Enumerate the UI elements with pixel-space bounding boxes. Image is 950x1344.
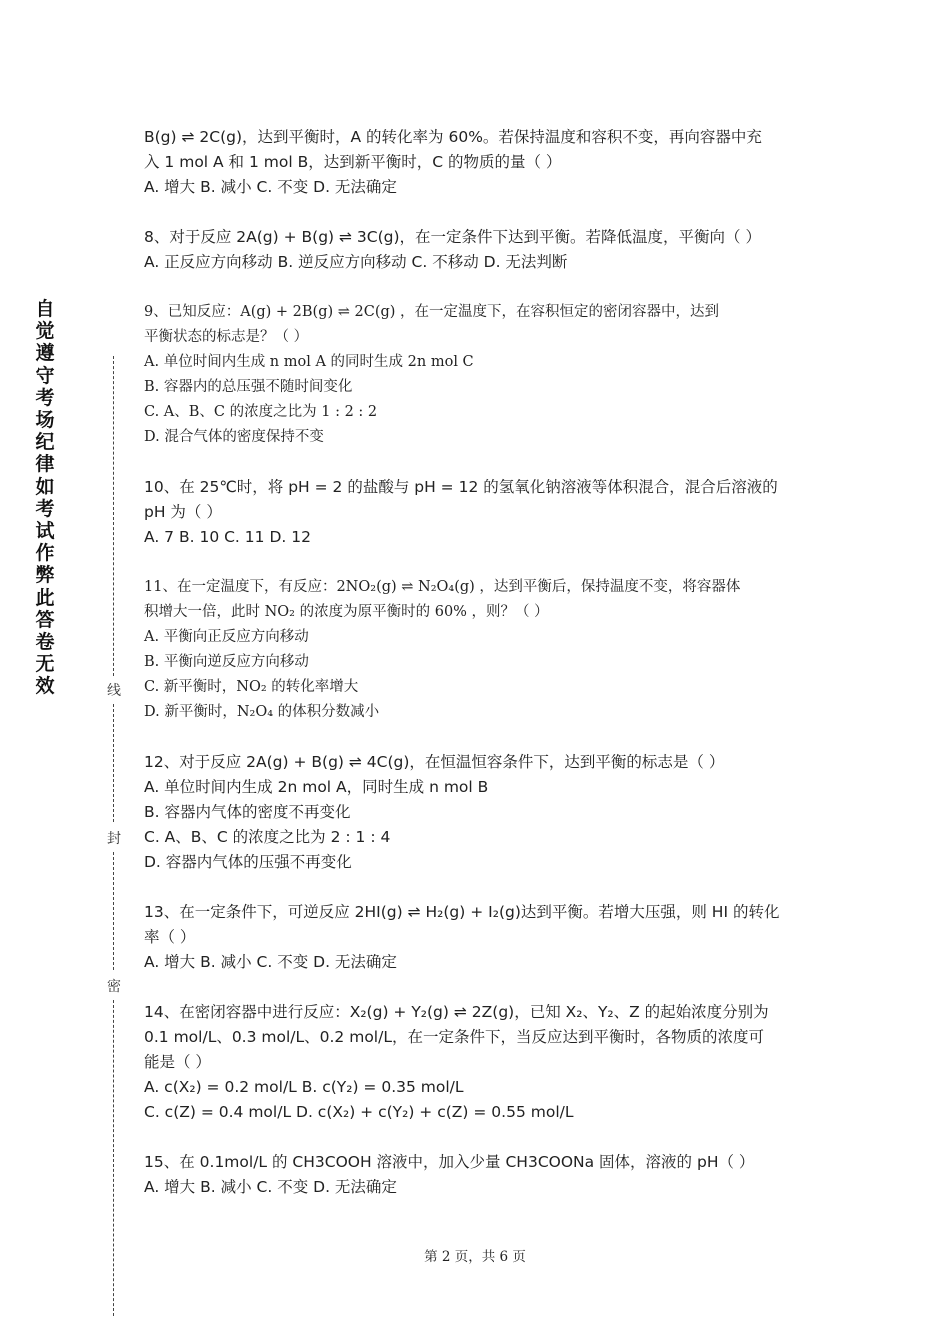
question-options: A. c(X₂) = 0.2 mol/L B. c(Y₂) = 0.35 mol/L xyxy=(144,1078,464,1096)
option-b: B. 容器内气体的密度不再变化 xyxy=(144,803,351,821)
question-stem: 0.1 mol/L、0.3 mol/L、0.2 mol/L，在一定条件下，当反应达到平衡时，各物质的浓度可 xyxy=(144,1028,764,1046)
question-stem: 率（ ） xyxy=(144,928,196,946)
question-10 xyxy=(144,475,812,550)
option-d: D. 新平衡时，N₂O₄ 的体积分数减小 xyxy=(144,704,380,720)
question-stem: 平衡状态的标志是？（ ） xyxy=(144,329,309,345)
seal-dashed-line xyxy=(113,704,114,822)
question-stem: 10、在 25℃时，将 pH = 2 的盐酸与 pH = 12 的氢氧化钠溶液等体积混合，混合后溶液的 xyxy=(144,478,778,496)
question-14 xyxy=(144,1000,812,1125)
option-d: D. 容器内气体的压强不再变化 xyxy=(144,853,352,871)
seal-char-line: 线 xyxy=(106,680,122,700)
question-options: A. 7 B. 10 C. 11 D. 12 xyxy=(144,528,311,546)
question-stem: 8、对于反应 2A(g) + B(g) ⇌ 3C(g)，在一定条件下达到平衡。若降低温度，平衡向（ ） xyxy=(144,228,761,246)
seal-char-secret: 密 xyxy=(106,976,122,996)
question-stem: B(g) ⇌ 2C(g)，达到平衡时，A 的转化率为 60%。若保持温度和容积不变，再向容器中充 xyxy=(144,128,762,146)
question-9 xyxy=(144,300,812,450)
option-d: D. 混合气体的密度保持不变 xyxy=(144,429,324,445)
question-stem: 15、在 0.1mol/L 的 CH3COOH 溶液中，加入少量 CH3COONa 固体，溶液的 pH（ ） xyxy=(144,1153,755,1171)
question-stem: 12、对于反应 2A(g) + B(g) ⇌ 4C(g)，在恒温恒容条件下，达到平衡的标志是（ ） xyxy=(144,753,725,771)
seal-char-seal: 封 xyxy=(106,828,122,848)
question-stem: 14、在密闭容器中进行反应：X₂(g) + Y₂(g) ⇌ 2Z(g)，已知 X₂、Y₂、Z 的起始浓度分别为 xyxy=(144,1003,769,1021)
question-options: A. 增大 B. 减小 C. 不变 D. 无法确定 xyxy=(144,953,397,971)
question-12 xyxy=(144,750,812,875)
question-15 xyxy=(144,1150,812,1200)
seal-dashed-line xyxy=(113,1000,114,1316)
option-b: B. 容器内的总压强不随时间变化 xyxy=(144,379,353,395)
question-stem: pH 为（ ） xyxy=(144,503,222,521)
question-stem: 积增大一倍，此时 NO₂ 的浓度为原平衡时的 60% ，则？（ ） xyxy=(144,604,549,620)
question-options: A. 增大 B. 减小 C. 不变 D. 无法确定 xyxy=(144,178,397,196)
option-a: A. 单位时间内生成 n mol A 的同时生成 2n mol C xyxy=(144,354,474,370)
question-options: A. 增大 B. 减小 C. 不变 D. 无法确定 xyxy=(144,1178,397,1196)
question-stem: 9、已知反应：A(g) + 2B(g) ⇌ 2C(g) ，在一定温度下，在容积恒定的密闭容器中，达到 xyxy=(144,304,720,320)
seal-dashed-line xyxy=(113,356,114,676)
option-a: A. 单位时间内生成 2n mol A，同时生成 n mol B xyxy=(144,778,489,796)
option-c: C. A、B、C 的浓度之比为 1 : 2 : 2 xyxy=(144,404,378,420)
exam-discipline-warning: 自觉遵守考场纪律如考试作弊此答卷无效 xyxy=(35,298,55,698)
question-options: A. 正反应方向移动 B. 逆反应方向移动 C. 不移动 D. 无法判断 xyxy=(144,253,568,271)
question-stem: 能是（ ） xyxy=(144,1053,211,1071)
question-stem: 11、在一定温度下，有反应：2NO₂(g) ⇌ N₂O₄(g) ，达到平衡后，保持温度不变，将容器体 xyxy=(144,579,741,595)
option-b: B. 平衡向逆反应方向移动 xyxy=(144,654,309,670)
seal-dashed-line xyxy=(113,852,114,970)
option-c: C. A、B、C 的浓度之比为 2 : 1 : 4 xyxy=(144,828,391,846)
page-number: 第 2 页，共 6 页 xyxy=(424,1249,526,1265)
question-13 xyxy=(144,900,812,975)
question-11 xyxy=(144,575,812,725)
option-c: C. 新平衡时，NO₂ 的转化率增大 xyxy=(144,679,359,695)
question-stem: 入 1 mol A 和 1 mol B，达到新平衡时，C 的物质的量（ ） xyxy=(144,153,562,171)
question-options: C. c(Z) = 0.4 mol/L D. c(X₂) + c(Y₂) + c(Z) = 0.55 mol/L xyxy=(144,1103,574,1121)
question-stem: 13、在一定条件下，可逆反应 2HI(g) ⇌ H₂(g) + I₂(g)达到平衡。若增大压强，则 HI 的转化 xyxy=(144,903,780,921)
question-list xyxy=(144,125,812,1225)
question-7 xyxy=(144,125,812,200)
question-8 xyxy=(144,225,812,275)
option-a: A. 平衡向正反应方向移动 xyxy=(144,629,309,645)
